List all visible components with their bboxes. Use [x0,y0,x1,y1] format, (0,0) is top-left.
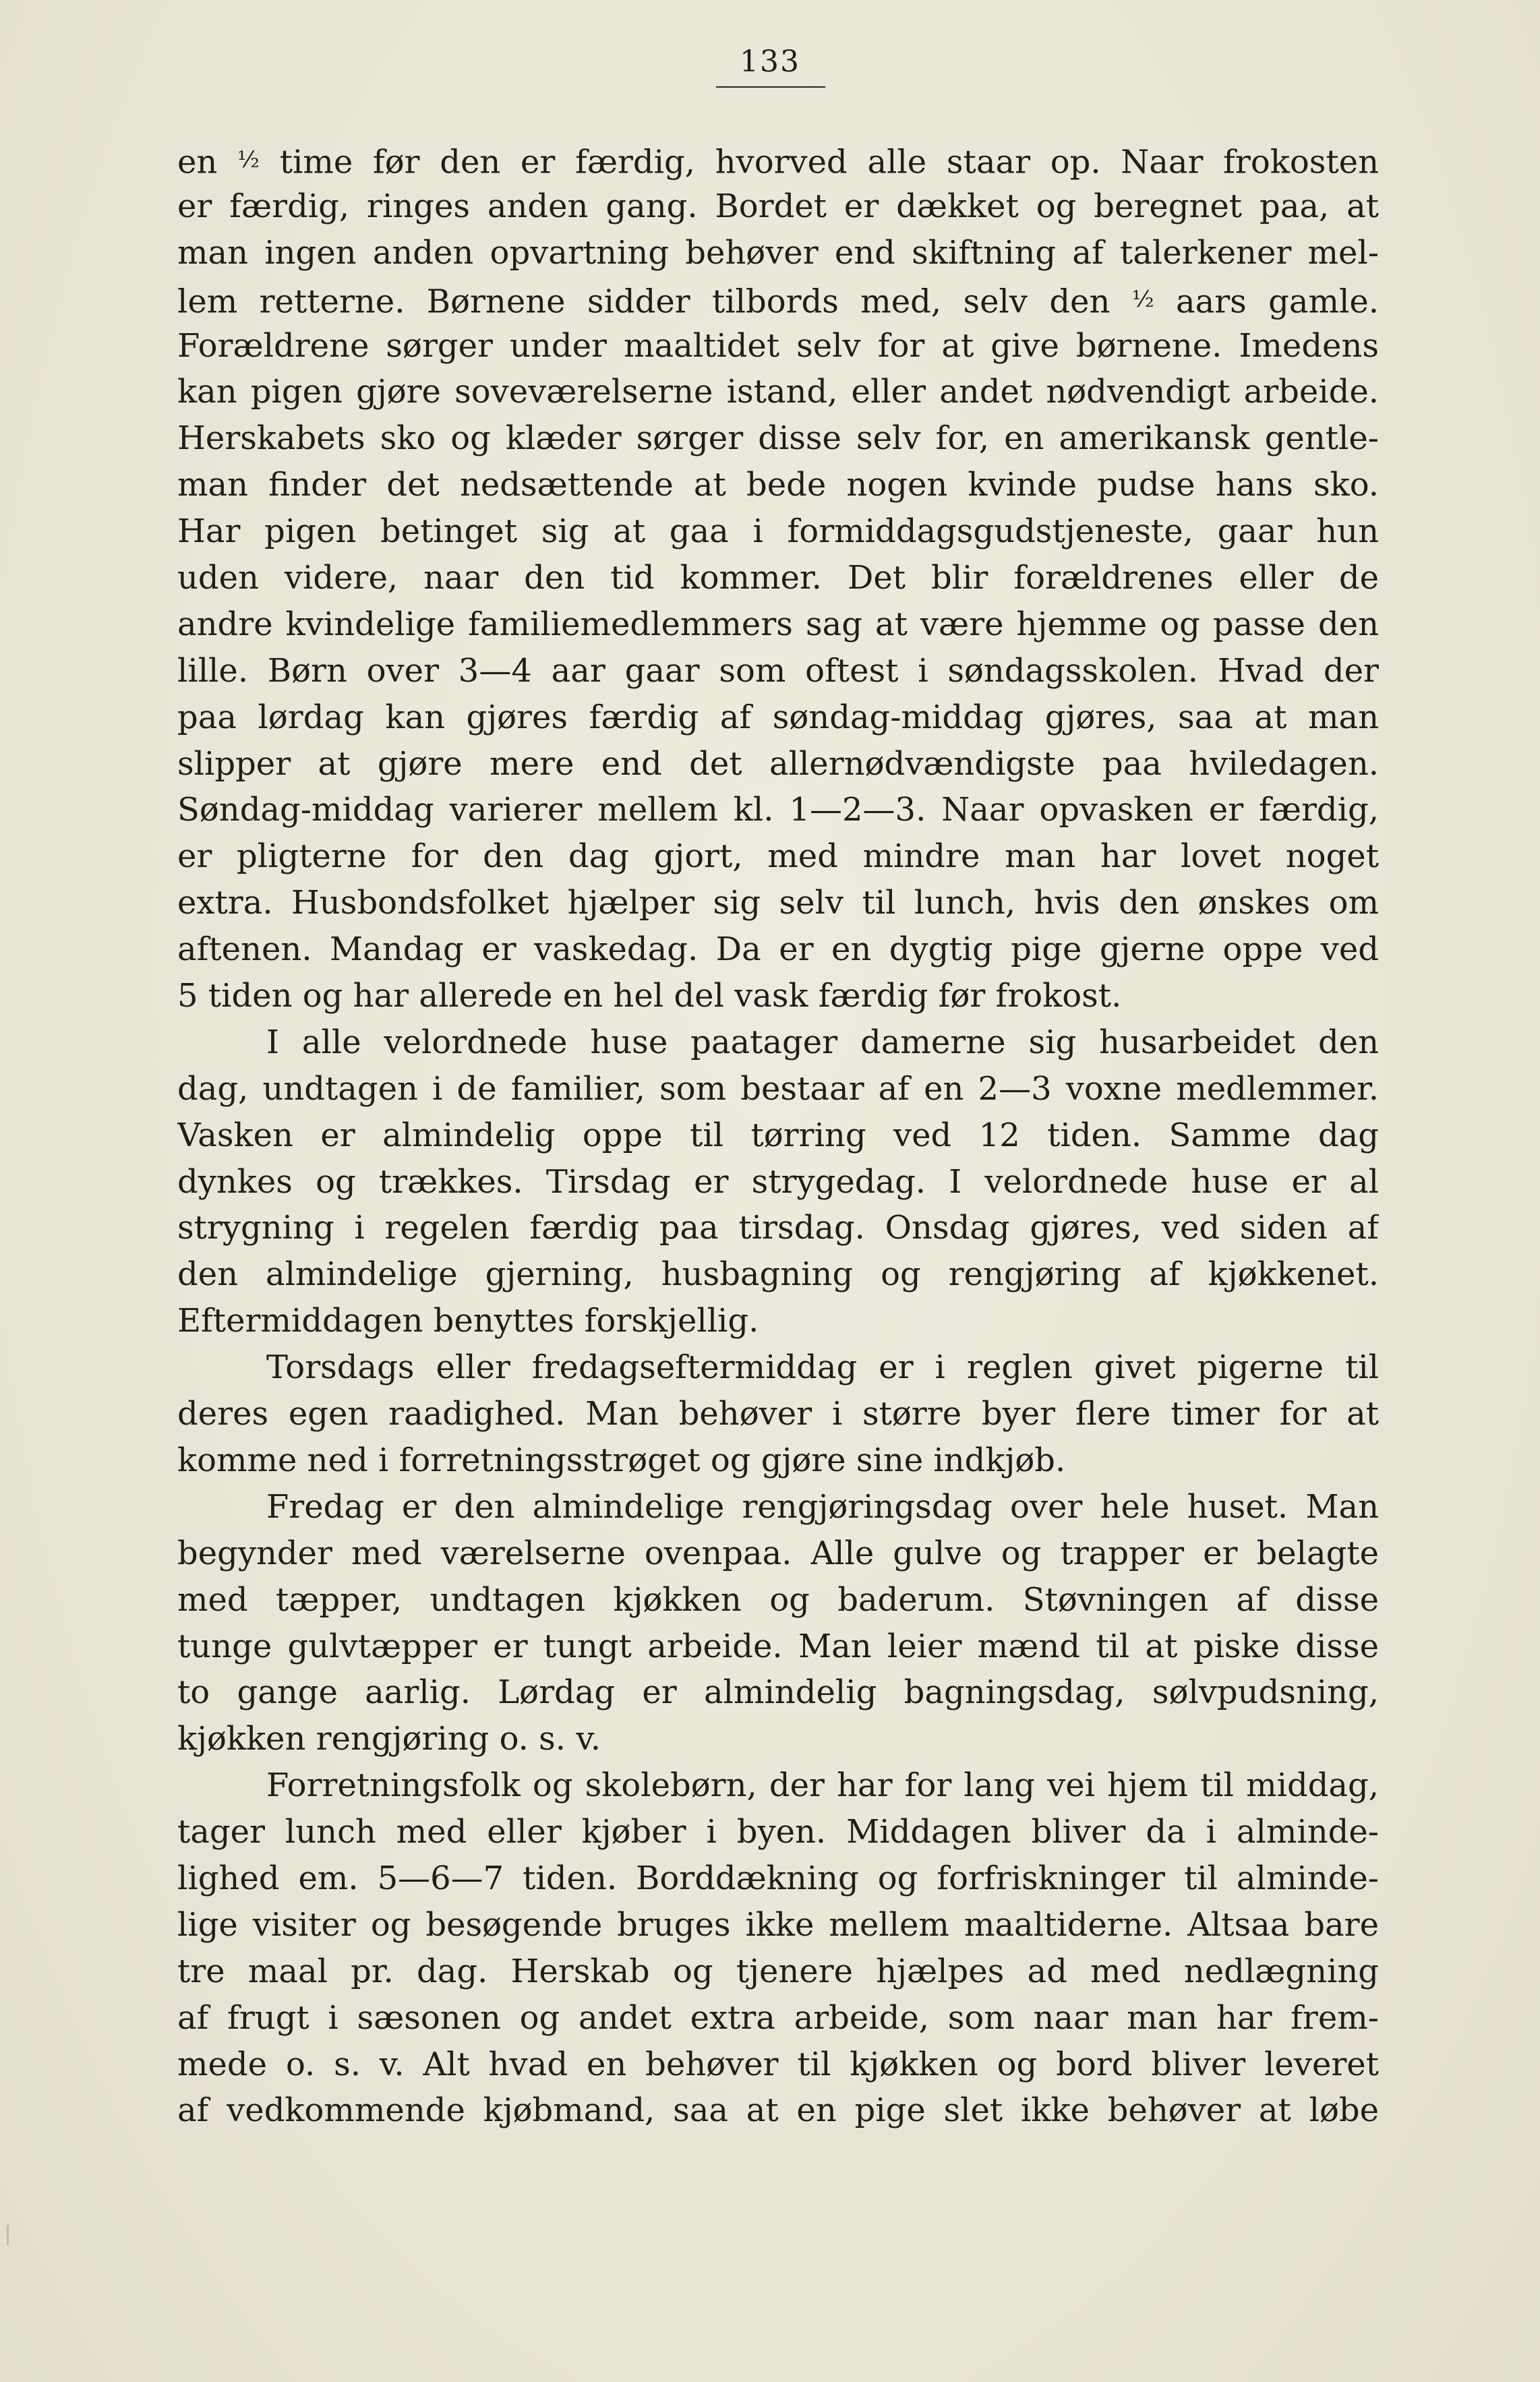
text-line: lille. Børn over 3—4 aar gaar som oftest i søndagsskolen. Hvad der [177,651,1379,690]
text-line: Forældrene sørger under maaltidet selv for at give børnene. Imedens [177,326,1379,365]
text-line: en ½ time før den er færdig, hvorved alle staar op. Naar frokosten [177,143,1379,181]
text-line: aftenen. Mandag er vaskedag. Da er en dygtig pige gjerne oppe ved [177,930,1379,969]
page-number-rule [716,86,825,88]
text-line: tager lunch med eller kjøber i byen. Middagen bliver da i alminde- [177,1813,1379,1851]
text-line: Torsdags eller fredagseftermiddag er i reglen givet pigerne til [266,1348,1379,1387]
text-line: tre maal pr. dag. Herskab og tjenere hjælpes ad med nedlægning [177,1952,1379,1990]
fraction-half: ½ [1131,285,1154,313]
text-line: kjøkken rengjøring o. s. v. [177,1720,601,1758]
text-line: Eftermiddagen benyttes forskjellig. [177,1302,759,1340]
margin-mark [7,2225,9,2245]
text-line: man ingen anden opvartning behøver end skiftning af talerkener mel- [177,233,1379,272]
text-line: andre kvindelige familiemedlemmers sag at være hjemme og passe den [177,605,1379,643]
text-line: deres egen raadighed. Man behøver i større byer flere timer for at [177,1395,1379,1433]
text-line: slipper at gjøre mere end det allernødvændigste paa hviledagen. [177,744,1379,783]
text-line: lige visiter og besøgende bruges ikke mellem maaltiderne. Altsaa bare [177,1905,1379,1944]
text-line: uden videre, naar den tid kommer. Det blir forældrenes eller de [177,559,1379,597]
text-line: dynkes og trækkes. Tirsdag er strygedag. I velordnede huse er al [177,1162,1379,1201]
text-line: to gange aarlig. Lørdag er almindelig bagningsdag, sølvpudsning, [177,1673,1379,1712]
text-line: Herskabets sko og klæder sørger disse selv for, en amerikansk gentle- [177,419,1379,458]
text-line: paa lørdag kan gjøres færdig af søndag-middag gjøres, saa at man [177,698,1379,736]
text-line: Fredag er den almindelige rengjøringsdag over hele huset. Man [266,1487,1379,1526]
text-line: extra. Husbondsfolket hjælper sig selv til lunch, hvis den ønskes om [177,884,1379,922]
text-line: den almindelige gjerning, husbagning og rengjøring af kjøkkenet. [177,1255,1379,1294]
text-line: komme ned i forretningsstrøget og gjøre sine indkjøb. [177,1441,1066,1479]
text-line: Har pigen betinget sig at gaa i formiddagsgudstjeneste, gaar hun [177,512,1379,551]
text-line: med tæpper, undtagen kjøkken og baderum. Støvningen af disse [177,1580,1379,1619]
text-line: er færdig, ringes anden gang. Bordet er dækket og beregnet paa, at [177,187,1379,225]
text-line: man finder det nedsættende at bede nogen kvinde pudse hans sko. [177,466,1379,504]
text-line: Søndag-middag varierer mellem kl. 1—2—3. Naar opvasken er færdig, [177,791,1379,829]
body-text [177,137,1379,2134]
text-line: I alle velordnede huse paatager damerne sig husarbeidet den [266,1023,1379,1061]
text-line: 5 tiden og har allerede en hel del vask færdig før frokost. [177,977,1122,1015]
text-line: begynder med værelserne ovenpaa. Alle gulve og trapper er belagte [177,1534,1379,1572]
text-line: Forretningsfolk og skolebørn, der har for lang vei hjem til middag, [266,1766,1379,1805]
text-line: kan pigen gjøre soveværelserne istand, eller andet nødvendigt arbeide. [177,373,1379,411]
text-line: mede o. s. v. Alt hvad en behøver til kjøkken og bord bliver leveret [177,2045,1379,2083]
text-line: Vasken er almindelig oppe til tørring ved 12 tiden. Samme dag [177,1116,1379,1154]
text-line: af vedkommende kjøbmand, saa at en pige slet ikke behøver at løbe [177,2091,1379,2130]
text-line: lem retterne. Børnene sidder tilbords med, selv den ½ aars gamle. [177,282,1379,321]
text-line: tunge gulvtæpper er tungt arbeide. Man leier mænd til at piske disse [177,1627,1379,1665]
fraction-half: ½ [237,146,260,173]
text-line: dag, undtagen i de familier, som bestaar af en 2—3 voxne medlemmer. [177,1069,1379,1108]
text-line: er pligterne for den dag gjort, med mindre man har lovet noget [177,837,1379,876]
text-line: strygning i regelen færdig paa tirsdag. Onsdag gjøres, ved siden af [177,1209,1379,1247]
page-number: 133 [740,44,800,79]
text-line: af frugt i sæsonen og andet extra arbeide, som naar man har frem- [177,1998,1379,2037]
text-line: lighed em. 5—6—7 tiden. Borddækning og forfriskninger til alminde- [177,1859,1379,1897]
